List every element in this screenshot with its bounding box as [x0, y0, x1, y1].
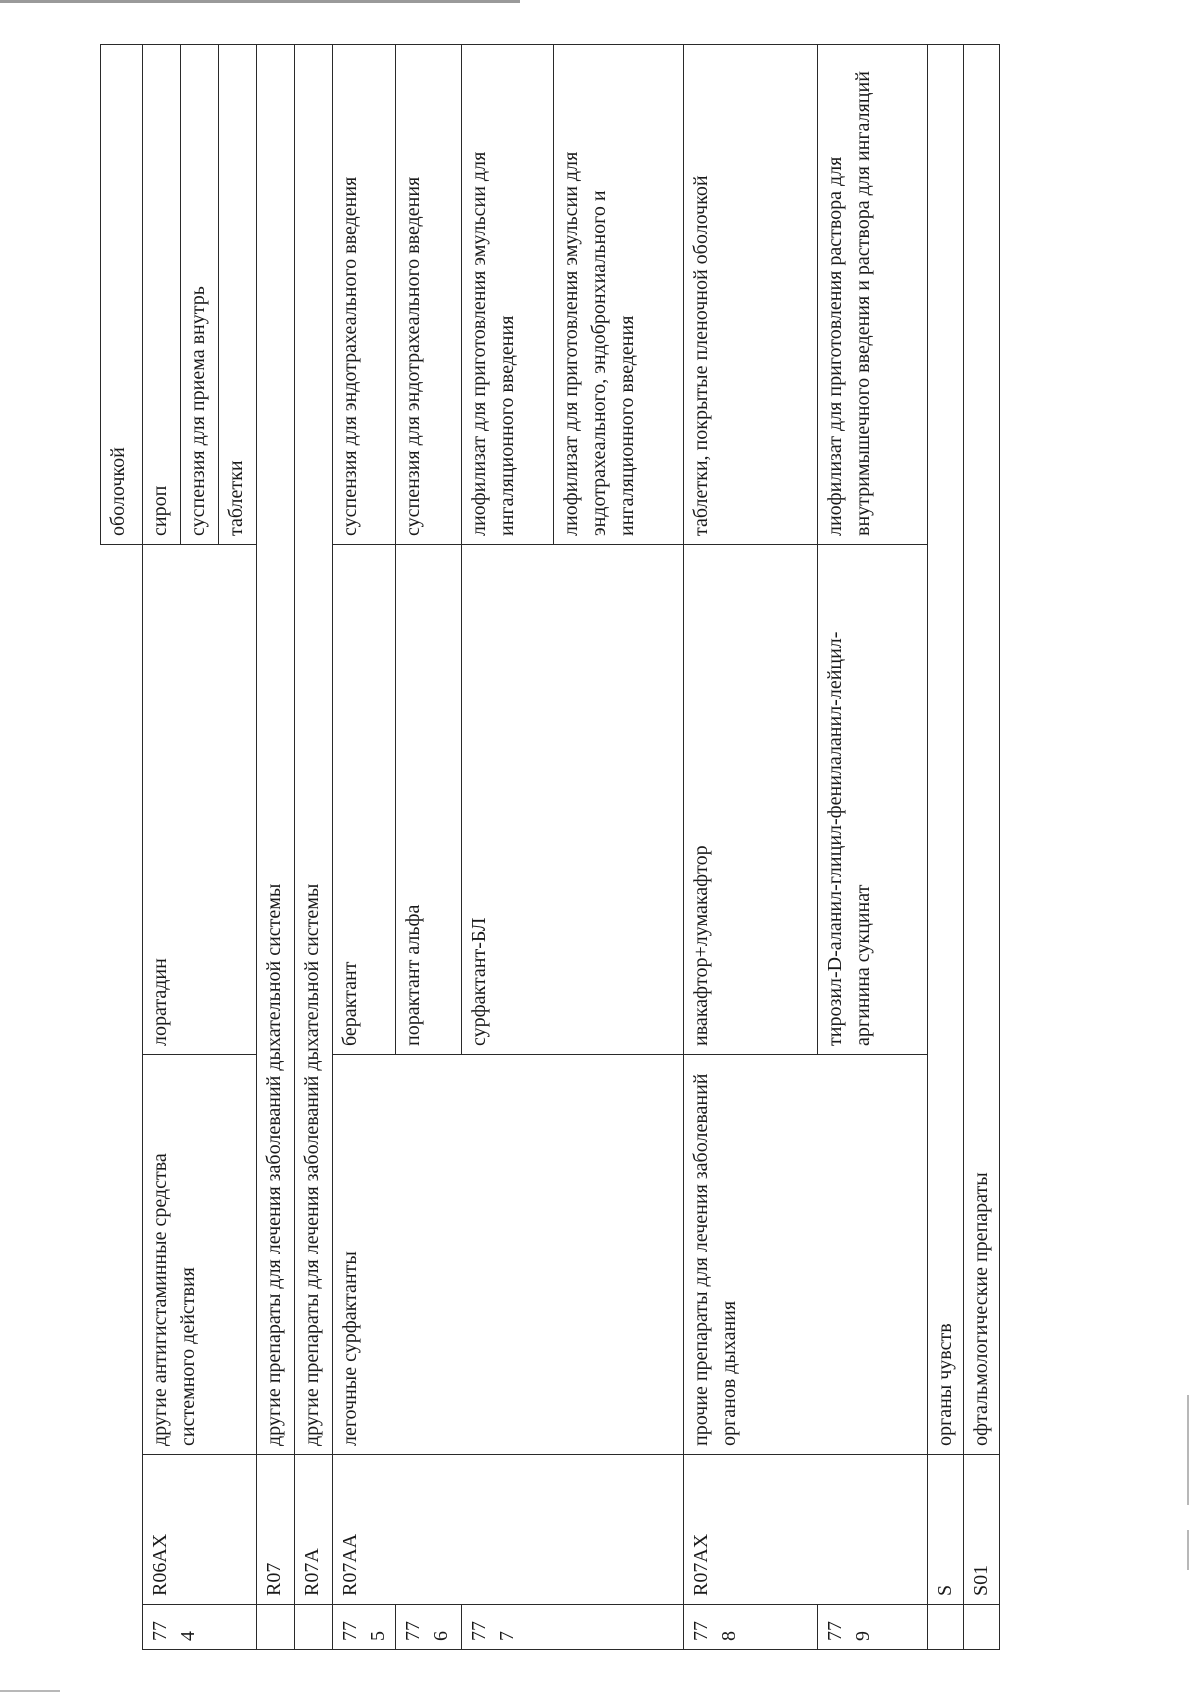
section-label-cell: другие препараты для лечения заболеваний дыхательной системы — [257, 45, 295, 1455]
continuation-blank-cell — [101, 545, 143, 1650]
drug-name-cell: порактант альфа — [396, 545, 462, 1055]
table-row — [964, 45, 1000, 1650]
row-number-cell: 775 — [333, 1605, 396, 1650]
dosage-form-cell: суспензия для приема внутрь — [181, 45, 219, 545]
atc-code-cell: R07A — [295, 1455, 333, 1605]
dosage-form-cell: сироп — [143, 45, 181, 545]
section-label-cell: офтальмологические препараты — [964, 45, 1000, 1455]
drug-name-cell: лоратадин — [143, 545, 257, 1055]
atc-code-cell: R07AX — [684, 1455, 928, 1605]
table-row — [333, 45, 396, 1650]
drug-name-cell: сурфактант-БЛ — [462, 545, 684, 1055]
dosage-form-cell: оболочкой — [101, 45, 143, 545]
atc-code-cell: R07 — [257, 1455, 295, 1605]
table-row — [295, 45, 333, 1650]
table-row — [143, 45, 181, 1650]
dosage-form-cell: таблетки, покрытые пленочной оболочкой — [684, 45, 818, 545]
page-edge-line — [0, 0, 520, 3]
row-number-cell: 777 — [462, 1605, 684, 1650]
row-number-cell — [295, 1605, 333, 1650]
atc-group-cell: легочные сурфактанты — [333, 1055, 684, 1455]
atc-code-cell: S01 — [964, 1455, 1000, 1605]
row-number-cell: 774 — [143, 1605, 257, 1650]
atc-code-cell: R06AX — [143, 1455, 257, 1605]
table-row — [257, 45, 295, 1650]
dosage-form-cell: лиофилизат для приготовления эмульсии для ингаляционного введения — [462, 45, 554, 545]
section-label-cell: органы чувств — [928, 45, 964, 1455]
dosage-form-cell: лиофилизат для приготовления эмульсии для эндотрахеального, эндобронхиального и ингаляционного введения — [554, 45, 684, 545]
medicines-table — [100, 44, 1000, 1650]
dosage-form-cell: лиофилизат для приготовления раствора для внутримышечного введения и раствора для ингаляций — [818, 45, 928, 545]
row-number-cell — [257, 1605, 295, 1650]
atc-group-cell: другие антигистаминные средства системного действия — [143, 1055, 257, 1455]
dosage-form-cell: суспензия для эндотрахеального введения — [333, 45, 396, 545]
section-label-cell: другие препараты для лечения заболеваний дыхательной системы — [295, 45, 333, 1455]
drug-name-cell: берактант — [333, 545, 396, 1055]
row-number-cell — [964, 1605, 1000, 1650]
scan-mark — [1187, 1395, 1189, 1505]
table-row — [928, 45, 964, 1650]
table-row — [684, 45, 818, 1650]
atc-code-cell: R07AA — [333, 1455, 684, 1605]
scan-mark — [1187, 1530, 1189, 1570]
atc-group-cell: прочие препараты для лечения заболеваний органов дыхания — [684, 1055, 928, 1455]
row-number-cell: 779 — [818, 1605, 928, 1650]
row-number-cell: 776 — [396, 1605, 462, 1650]
row-number-cell — [928, 1605, 964, 1650]
row-number-cell: 778 — [684, 1605, 818, 1650]
drug-name-cell: тирозил-D-аланил-глицил-фенилаланил-лейцил-аргинина сукцинат — [818, 545, 928, 1055]
dosage-form-cell: таблетки — [219, 45, 257, 545]
atc-code-cell: S — [928, 1455, 964, 1605]
table-row — [101, 45, 143, 1650]
rotated-page — [100, 45, 1050, 1650]
dosage-form-cell: суспензия для эндотрахеального введения — [396, 45, 462, 545]
scan-mark — [0, 1690, 60, 1692]
drug-name-cell: ивакафтор+лумакафтор — [684, 545, 818, 1055]
